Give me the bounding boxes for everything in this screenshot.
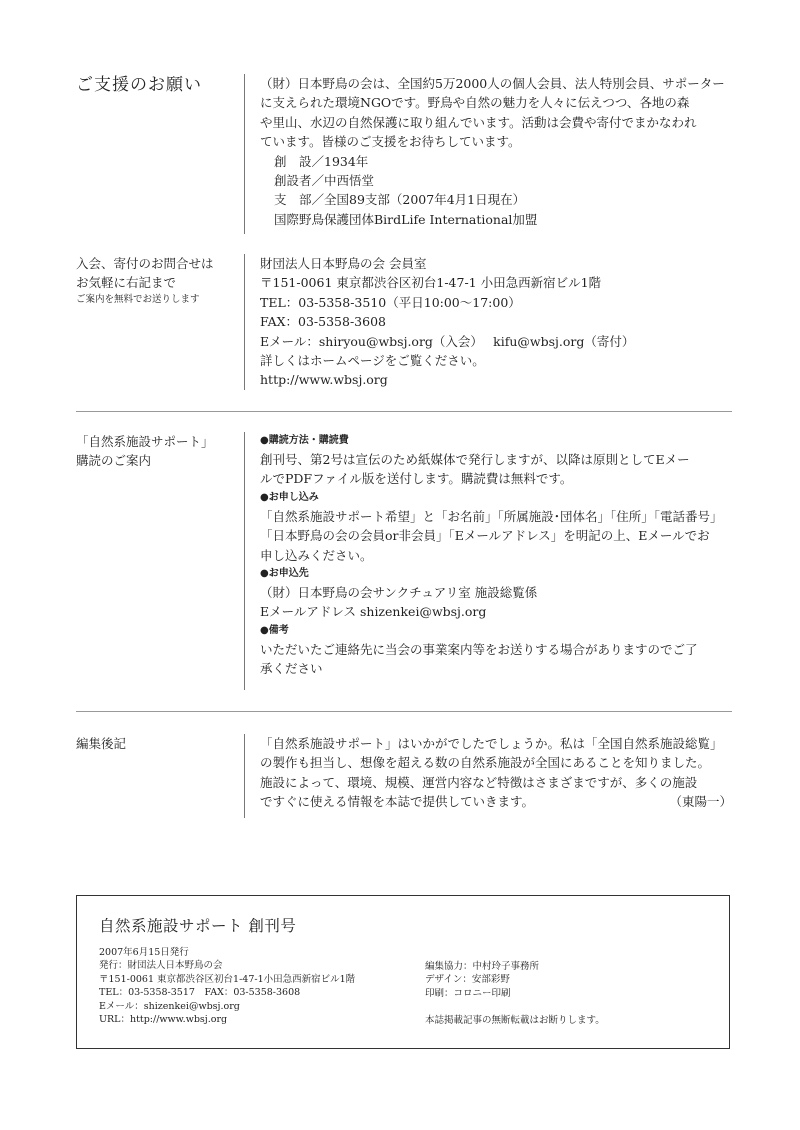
branches-fact: 支 部／全国89支部（2007年4月1日現在） (274, 192, 526, 208)
remarks-text: いただいたご連絡先に当会の事業案内等をお送りする場合がありますのでご了 (260, 641, 698, 657)
subscription-section (76, 432, 732, 692)
contact-title (76, 254, 236, 308)
colophon-box (76, 895, 730, 1049)
contact-title-line: 入会、寄付のお問合せは (76, 256, 214, 271)
founded-fact: 創 設／1934年 (274, 153, 369, 169)
editorial-text: の製作も担当し、想像を超える数の自然系施設が全国にあることを知りました。 (260, 755, 711, 771)
colophon-publisher-info (99, 946, 419, 1026)
subscription-heading: ●購読方法・購読費 (260, 435, 349, 446)
support-body-line: （財）日本野鳥の会は、全国約5万2000人の個人会員、法人特別会員、サポーター (260, 76, 725, 91)
section-separator (76, 411, 732, 412)
editorial-title: 編集後記 (76, 736, 127, 751)
contact-email: Eメール：shiryou@wbsj.org（入会） kifu@wbsj.org（寄付） (260, 333, 635, 349)
support-body-line: ています。皆様のご支援をお待ちしています。 (260, 134, 521, 150)
remarks-heading: ●備考 (260, 624, 289, 636)
subscription-text: ルでPDFファイル版を送付します。購読費は無料です。 (260, 471, 573, 487)
subscription-title-line: 「自然系施設サポート」 (76, 434, 214, 449)
birdlife-fact: 国際野鳥保護団体BirdLife International加盟 (274, 211, 538, 227)
colophon-date: 2007年6月15日発行 (99, 947, 189, 958)
apply-to-org: （財）日本野鳥の会サンクチュアリ室 施設総覧係 (260, 585, 538, 601)
colophon-email: Eメール：shizenkei@wbsj.org (99, 1000, 240, 1012)
colophon-copyright-notice: 本誌掲載記事の無断転載はお断りします。 (425, 1015, 605, 1027)
colophon-tel-fax: TEL：03-5358-3517 FAX：03-5358-3608 (99, 987, 301, 999)
colophon-printing: 印刷：コロニー印刷 (425, 987, 511, 999)
subscription-title-line: 購読のご案内 (76, 453, 152, 468)
contact-url-link[interactable]: http://www.wbsj.org (260, 372, 388, 388)
colophon-design: デザイン：安部彩野 (425, 974, 510, 986)
apply-text: 申し込みください。 (260, 547, 373, 563)
subscription-title (76, 432, 236, 470)
subscription-body (260, 432, 732, 679)
apply-text: 「日本野鳥の会の会員or非会員」「Eメールアドレス」を明記の上、Eメールでお (260, 528, 710, 544)
colophon-url[interactable]: URL：http://www.wbsj.org (99, 1014, 228, 1026)
contact-org: 財団法人日本野鳥の会 会員室 (260, 256, 427, 271)
contact-tel: TEL：03-5358-3510（平日10:00～17:00） (260, 294, 521, 310)
apply-to-email: Eメールアドレス shizenkei@wbsj.org (260, 604, 487, 620)
contact-address: 〒151-0061 東京都渋谷区初台1-47-1 小田急西新宿ビル1階 (260, 275, 602, 291)
editorial-section (76, 734, 732, 818)
support-body (260, 74, 732, 229)
subscription-text: 創刊号、第2号は宣伝のため紙媒体で発行しますが、以降は原則としてEメー (260, 452, 690, 467)
colophon-credits (425, 960, 715, 1028)
support-body-line: に支えられた環境NGOです。野鳥や自然の魅力を人々に伝えつつ、各地の森 (260, 95, 690, 111)
editorial-signature: （東陽一） (669, 794, 732, 810)
editorial-text: 施設によって、環境、規模、運営内容など特徴はさまざまですが、多くの施設 (260, 774, 698, 790)
divider-line (244, 74, 245, 234)
contact-section (76, 254, 732, 394)
colophon-address: 〒151-0061 東京都渋谷区初台1-47-1小田急西新宿ビル1階 (99, 973, 356, 985)
colophon-publisher: 発行：財団法人日本野鳥の会 (99, 960, 223, 972)
support-title: ご支援のお願い (76, 75, 202, 95)
contact-body (260, 254, 732, 390)
editorial-body (260, 734, 732, 812)
founder-fact: 創設者／中西悟堂 (274, 173, 375, 189)
editorial-last-line: ですぐに使える情報を本誌で提供していきます。 (260, 794, 535, 810)
divider-line (244, 734, 245, 818)
contact-homepage-note: 詳しくはホームページをご覧ください。 (260, 353, 485, 369)
apply-heading: ●お申し込み (260, 491, 319, 503)
colophon-editorial-cooperation: 編集協力：中村玲子事務所 (425, 961, 540, 972)
support-section (76, 74, 732, 234)
divider-line (244, 432, 245, 690)
contact-fax: FAX：03-5358-3608 (260, 314, 386, 330)
divider-line (244, 254, 245, 390)
editorial-text (260, 792, 732, 811)
editorial-text: 「自然系施設サポート」はいかがでしたでしょうか。私は「全国自然系施設総覧」 (260, 736, 723, 751)
apply-to-heading: ●お申込先 (260, 568, 309, 580)
support-body-line: や里山、水辺の自然保護に取り組んでいます。活動は会費や寄付でまかなわれ (260, 114, 697, 130)
contact-note: ご案内を無料でお送りします (76, 294, 200, 305)
apply-text: 「自然系施設サポート希望」と「お名前」「所属施設･団体名」「住所」「電話番号」 (260, 508, 723, 524)
section-separator (76, 711, 732, 712)
contact-title-line: お気軽に右記まで (76, 275, 177, 290)
remarks-text: 承ください (260, 661, 323, 677)
colophon-title: 自然系施設サポート 創刊号 (99, 917, 297, 935)
